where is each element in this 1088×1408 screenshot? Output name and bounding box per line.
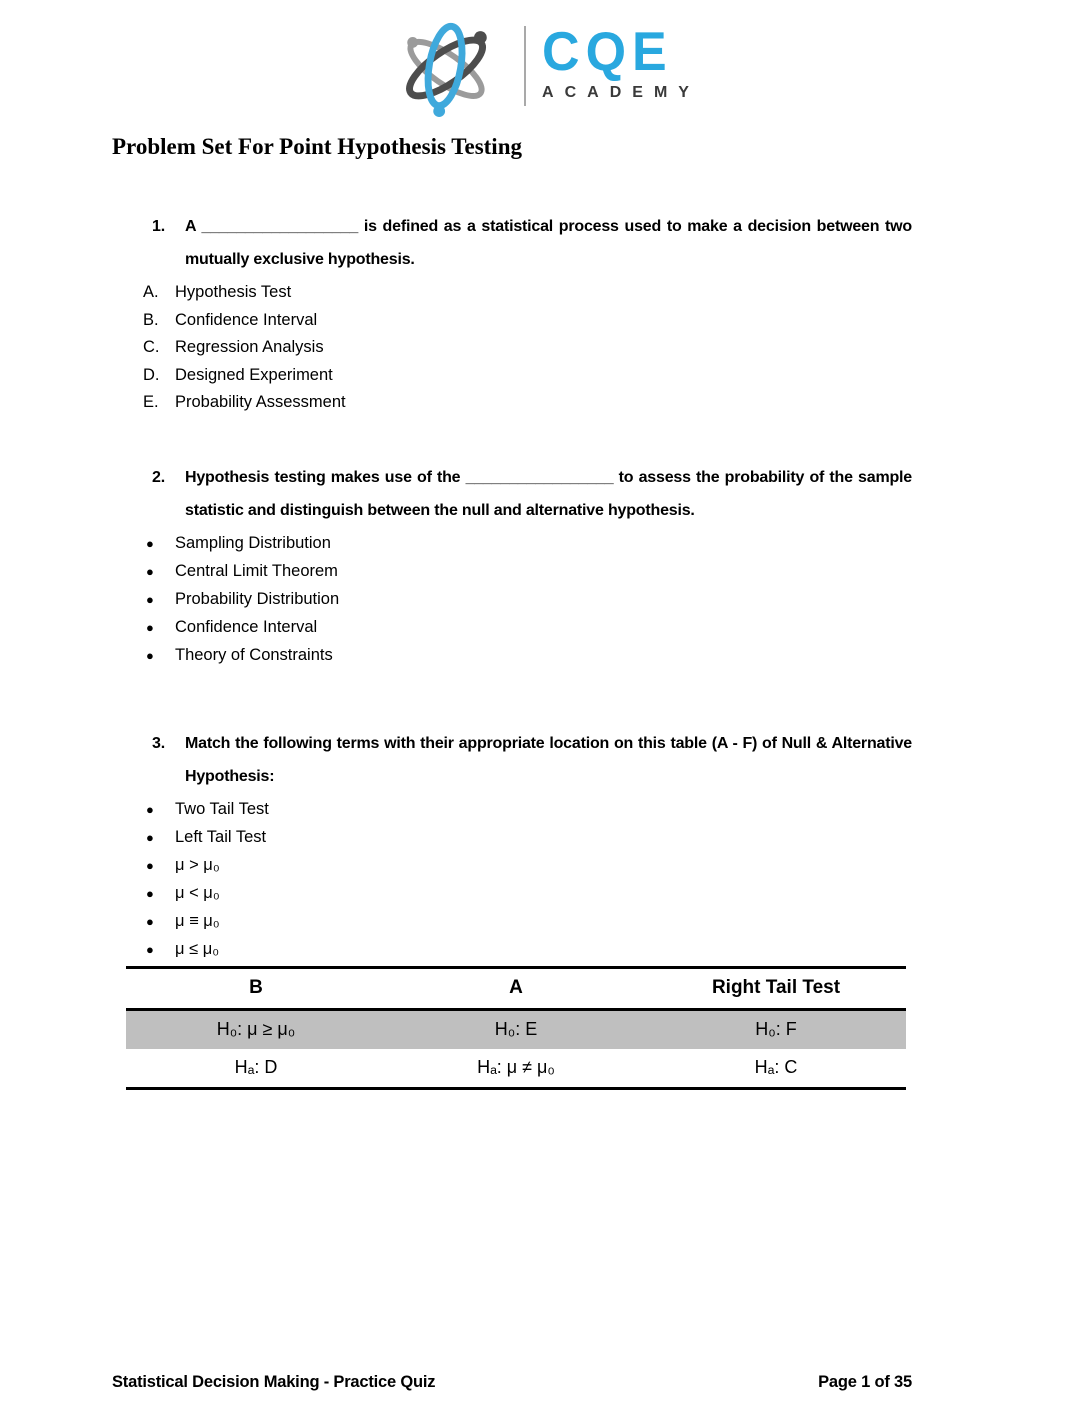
brand-name: CQE [542, 21, 673, 83]
bullet-item [146, 642, 912, 670]
option-letter: D. [143, 365, 160, 384]
table-header-cell: Right Tail Test [646, 967, 906, 1009]
question-1-statement [112, 210, 912, 276]
logo [0, 0, 1088, 120]
page-title: Problem Set For Point Hypothesis Testing [112, 134, 522, 159]
bullet-item [146, 586, 912, 614]
option-c [143, 334, 912, 362]
bullet-item [146, 880, 912, 908]
hypothesis-table [126, 966, 906, 1090]
option-b [143, 307, 912, 335]
option-e [143, 389, 912, 417]
bullet-item [146, 908, 912, 936]
atom-icon [388, 14, 508, 118]
question-text: A __________________ is defined as a statistical process used to make a decision between two mutually exclusive hypothesis. [185, 218, 912, 268]
question-3-terms [112, 796, 912, 964]
bullet-label: Confidence Interval [175, 618, 318, 636]
table-header-cell: B [126, 967, 386, 1009]
question-text: Hypothesis testing makes use of the _________________ to assess the probability of the sample statistic and distinguish between the null and alternative hypothesis. [185, 468, 912, 519]
logo-text [542, 21, 700, 101]
bullet-icon: ● [146, 942, 154, 957]
bullet-item [146, 936, 912, 964]
bullet-item [146, 796, 912, 824]
bullet-label: μ ≡ μ₀ [175, 912, 220, 930]
bullet-icon: ● [146, 830, 154, 845]
table-row-null-hypothesis [126, 1009, 906, 1049]
question-2-statement [112, 461, 912, 527]
option-label: Hypothesis Test [175, 283, 292, 302]
bullet-icon: ● [146, 620, 154, 635]
question-number: 1. [152, 218, 165, 235]
option-letter: A. [143, 283, 159, 302]
page-footer [112, 1373, 912, 1392]
question-number: 2. [152, 468, 165, 486]
table-cell: H₀: E [494, 1019, 538, 1039]
bullet-item [146, 614, 912, 642]
bullet-item [146, 824, 912, 852]
question-text: Match the following terms with their appropriate location on this table (A - F) of Null & Alternative Hypothesis: [185, 734, 912, 785]
option-label: Designed Experiment [175, 365, 333, 384]
bullet-icon: ● [146, 858, 154, 873]
footer-page-number: Page 1 of 35 [818, 1373, 912, 1391]
question-3 [112, 727, 912, 964]
brand-subtitle: ACADEMY [542, 83, 700, 101]
bullet-icon: ● [146, 886, 154, 901]
table-header-row [126, 967, 906, 1009]
question-1 [112, 210, 912, 417]
bullet-label: μ < μ₀ [175, 884, 220, 902]
question-1-options [112, 279, 912, 417]
option-letter: E. [143, 393, 159, 412]
bullet-icon: ● [146, 648, 154, 663]
bullet-label: μ ≤ μ₀ [175, 940, 220, 958]
option-label: Probability Assessment [175, 393, 346, 412]
question-2 [112, 461, 912, 670]
table-row-alt-hypothesis [126, 1049, 906, 1089]
footer-document-title: Statistical Decision Making - Practice Quiz [112, 1373, 436, 1391]
option-label: Regression Analysis [175, 338, 324, 357]
option-letter: C. [143, 338, 160, 357]
bullet-label: Sampling Distribution [175, 534, 331, 552]
bullet-icon: ● [146, 536, 154, 551]
bullet-icon: ● [146, 564, 154, 579]
bullet-label: μ > μ₀ [175, 856, 220, 874]
question-number: 3. [152, 734, 165, 752]
bullet-label: Theory of Constraints [175, 646, 333, 664]
table-cell: Hₐ: D [234, 1057, 278, 1077]
question-3-statement [112, 727, 912, 793]
table-cell: H₀: μ ≥ μ₀ [216, 1019, 296, 1039]
hypothesis-table-wrap [126, 966, 906, 1090]
table-cell: Hₐ: C [754, 1057, 798, 1077]
bullet-item [146, 558, 912, 586]
table-cell: H₀: F [755, 1019, 797, 1039]
bullet-item [146, 530, 912, 558]
bullet-label: Two Tail Test [175, 800, 269, 818]
bullet-icon: ● [146, 802, 154, 817]
option-letter: B. [143, 310, 159, 329]
bullet-icon: ● [146, 914, 154, 929]
question-2-choices [112, 530, 912, 670]
option-a [143, 279, 912, 307]
logo-separator [524, 26, 526, 106]
bullet-label: Central Limit Theorem [175, 562, 338, 580]
option-d [143, 362, 912, 390]
bullet-item [146, 852, 912, 880]
table-header-cell: A [386, 967, 646, 1009]
bullet-icon: ● [146, 592, 154, 607]
bullet-label: Left Tail Test [175, 828, 267, 846]
option-label: Confidence Interval [175, 310, 318, 329]
table-cell: Hₐ: μ ≠ μ₀ [477, 1057, 555, 1077]
bullet-label: Probability Distribution [175, 590, 340, 608]
